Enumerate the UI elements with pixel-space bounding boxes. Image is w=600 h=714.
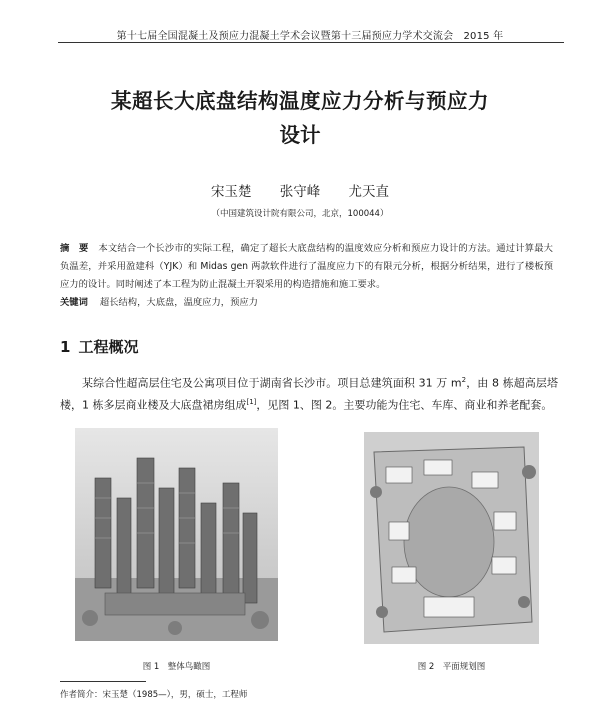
figure-site-plan [364,432,539,644]
keywords-label: 关键词 [60,297,88,308]
section-title: 工程概况 [78,338,139,356]
figure-aerial-photo [75,428,278,641]
figure-2-caption: 图 2 平面规划图 [417,662,486,672]
affiliation: （中国建筑设计院有限公司，北京，100044） [211,209,389,219]
author-2: 张守峰 [279,184,321,200]
section-heading [60,336,138,357]
author-1: 宋玉楚 [210,184,252,200]
para-superscript: 2 [461,376,467,384]
keywords [60,294,553,308]
site-plan-illustration [364,432,539,644]
author-3: 尤天直 [348,184,390,200]
abstract-text: 本文结合一个长沙市的实际工程，确定了超长大底盘结构的温度效应分析和预应力设计的方法。通过计算最大负温差，并采用盈建科（YJK）和 Midas gen 两款软件进行了温度应力下的有限元分析，根据分析结果，进行了楼板预应力的设计。同时阐述了本工程为防止混凝土开裂采用的构造措施和施工要求。 [60,243,553,290]
para-text-a: 某综合性超高层住宅及公寓项目位于湖南省长沙市。项目总建筑面积 31 万 m [82,376,462,390]
abstract [60,240,553,294]
paper-title-line2: 设计 [279,123,321,147]
para-text-c: ，见图 1、图 2。主要功能为住宅、车库、商业和养老配套。 [256,398,553,412]
running-header: 第十七届全国混凝土及预应力混凝土学术会议暨第十三届预应力学术交流会 2015 年 [116,31,504,42]
author-footnote: 作者简介：宋玉楚（1985—），男，硕士，工程师 [60,690,248,700]
body-paragraph [60,371,558,414]
para-text-b: ，由 8 栋超高层塔楼，1 栋多层商业楼及大底盘裙房组成 [60,376,558,412]
footnote-rule [60,681,146,682]
paper-title-line1: 某超长大底盘结构温度应力分析与预应力 [111,89,489,113]
author-list [0,180,600,200]
header-rule [58,42,564,43]
figure-1-caption: 图 1 整体鸟瞰图 [142,662,211,672]
aerial-photo-illustration [75,428,278,641]
citation-ref: [1] [246,397,257,406]
abstract-label: 摘 要 [60,243,89,254]
section-number: 1 [60,338,71,356]
keywords-text: 超长结构，大底盘，温度应力，预应力 [99,297,258,308]
